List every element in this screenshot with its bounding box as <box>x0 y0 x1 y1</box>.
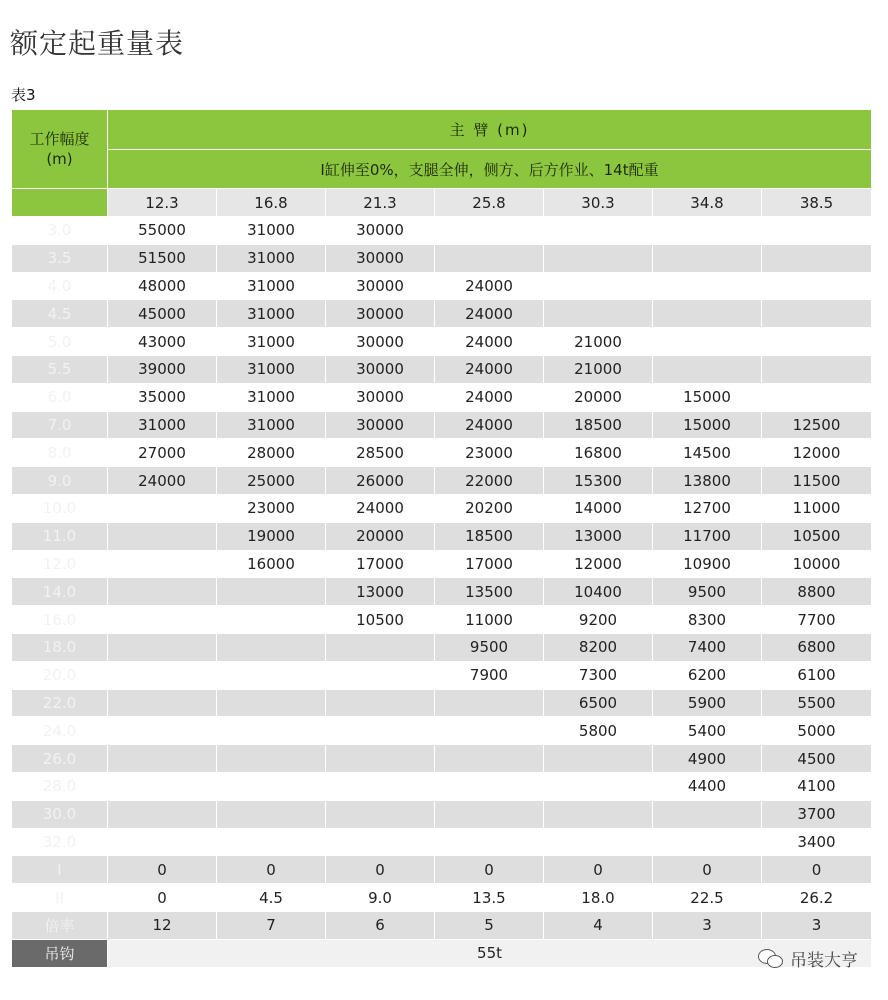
load-cell: 12 <box>108 911 217 939</box>
boom-length-header: 38.5 <box>762 189 872 217</box>
load-cell: 4400 <box>653 772 762 800</box>
load-cell: 31000 <box>217 272 326 300</box>
load-cell: 14500 <box>653 439 762 467</box>
load-cell <box>108 606 217 634</box>
load-cell: 12000 <box>544 550 653 578</box>
hook-label: 吊钩 <box>12 939 108 967</box>
boom-subtitle: I缸伸至0%，支腿全伸，侧方、后方作业、14t配重 <box>108 150 872 189</box>
load-cell <box>653 300 762 328</box>
table-row <box>12 745 872 773</box>
load-cell: 39000 <box>108 355 217 383</box>
load-cell: 4500 <box>762 745 872 773</box>
load-cell: 10900 <box>653 550 762 578</box>
load-cell <box>108 745 217 773</box>
load-cell: 31000 <box>217 355 326 383</box>
load-cell: 3 <box>653 911 762 939</box>
table-row <box>12 661 872 689</box>
load-cell: 11000 <box>762 494 872 522</box>
load-cell: 22000 <box>435 467 544 495</box>
load-cell: 9500 <box>653 578 762 606</box>
load-cell: 30000 <box>326 355 435 383</box>
load-cell <box>326 689 435 717</box>
load-cell <box>108 717 217 745</box>
load-cell: 20000 <box>544 383 653 411</box>
load-cell <box>435 772 544 800</box>
load-cell: 0 <box>435 856 544 884</box>
load-cell: 6800 <box>762 633 872 661</box>
load-cell: 28000 <box>217 439 326 467</box>
load-cell: 30000 <box>326 244 435 272</box>
load-cell: 48000 <box>108 272 217 300</box>
page-title: 额定起重量表 <box>10 27 185 60</box>
load-cell <box>108 661 217 689</box>
load-cell: 0 <box>544 856 653 884</box>
radius-cell: 倍率 <box>12 911 108 939</box>
load-cell: 3400 <box>762 828 872 856</box>
load-cell: 16000 <box>217 550 326 578</box>
load-cell: 30000 <box>326 300 435 328</box>
load-cell <box>762 300 872 328</box>
radius-cell: 7.0 <box>12 411 108 439</box>
radius-cell: I <box>12 856 108 884</box>
load-cell: 12000 <box>762 439 872 467</box>
load-cell <box>762 383 872 411</box>
radius-cell: 22.0 <box>12 689 108 717</box>
table-row <box>12 800 872 828</box>
load-cell <box>653 328 762 356</box>
radius-cell: 5.5 <box>12 355 108 383</box>
load-cell: 24000 <box>435 272 544 300</box>
load-cell: 9500 <box>435 633 544 661</box>
load-cell: 30000 <box>326 328 435 356</box>
load-cell <box>544 772 653 800</box>
load-cell: 31000 <box>217 300 326 328</box>
load-cell: 19000 <box>217 522 326 550</box>
radius-cell: 20.0 <box>12 661 108 689</box>
load-cell <box>326 661 435 689</box>
load-cell <box>108 633 217 661</box>
load-cell <box>217 633 326 661</box>
load-cell <box>217 745 326 773</box>
radius-cell: 16.0 <box>12 606 108 634</box>
table-row <box>12 439 872 467</box>
load-cell <box>653 828 762 856</box>
load-cell <box>435 828 544 856</box>
load-cell: 4 <box>544 911 653 939</box>
load-cell <box>108 494 217 522</box>
table-row <box>12 550 872 578</box>
load-cell: 21000 <box>544 328 653 356</box>
load-cell <box>217 606 326 634</box>
radius-cell: II <box>12 884 108 912</box>
radius-cell: 3.0 <box>12 217 108 245</box>
radius-cell: 5.0 <box>12 328 108 356</box>
load-cell: 18.0 <box>544 884 653 912</box>
load-cell: 7400 <box>653 633 762 661</box>
table-row <box>12 328 872 356</box>
radius-cell: 24.0 <box>12 717 108 745</box>
load-cell <box>762 328 872 356</box>
load-cell: 31000 <box>108 411 217 439</box>
table-row <box>12 217 872 245</box>
load-cell <box>217 689 326 717</box>
load-cell: 24000 <box>326 494 435 522</box>
load-cell <box>544 300 653 328</box>
load-cell: 12700 <box>653 494 762 522</box>
radius-header <box>12 110 108 189</box>
load-cell: 0 <box>326 856 435 884</box>
load-cell <box>544 272 653 300</box>
load-cell: 8300 <box>653 606 762 634</box>
table-row <box>12 717 872 745</box>
load-cell <box>544 244 653 272</box>
boom-length-header: 30.3 <box>544 189 653 217</box>
table-row <box>12 633 872 661</box>
load-cell: 6500 <box>544 689 653 717</box>
load-cell <box>108 689 217 717</box>
load-cell: 5900 <box>653 689 762 717</box>
table-row <box>12 467 872 495</box>
load-cell: 17000 <box>435 550 544 578</box>
table-row <box>12 911 872 939</box>
load-cell <box>762 244 872 272</box>
load-cell: 30000 <box>326 217 435 245</box>
load-cell: 13000 <box>326 578 435 606</box>
load-cell: 5800 <box>544 717 653 745</box>
radius-header-line2: (m) <box>46 150 73 168</box>
table-row <box>12 522 872 550</box>
table-row <box>12 884 872 912</box>
load-cell <box>435 800 544 828</box>
load-cell: 5400 <box>653 717 762 745</box>
radius-cell: 30.0 <box>12 800 108 828</box>
load-cell: 12500 <box>762 411 872 439</box>
hook-value: 55t <box>108 939 872 967</box>
load-cell: 24000 <box>435 328 544 356</box>
load-cell: 3700 <box>762 800 872 828</box>
load-cell <box>762 272 872 300</box>
load-cell: 9.0 <box>326 884 435 912</box>
table-row <box>12 689 872 717</box>
load-cell: 18500 <box>435 522 544 550</box>
load-cell <box>217 800 326 828</box>
load-cell: 31000 <box>217 383 326 411</box>
boom-length-header: 16.8 <box>217 189 326 217</box>
load-cell: 15300 <box>544 467 653 495</box>
radius-cell: 11.0 <box>12 522 108 550</box>
watermark <box>758 946 858 971</box>
load-cell <box>544 828 653 856</box>
boom-length-header: 21.3 <box>326 189 435 217</box>
load-cell: 5000 <box>762 717 872 745</box>
table-row <box>12 856 872 884</box>
load-cell: 28500 <box>326 439 435 467</box>
load-cell: 0 <box>108 856 217 884</box>
load-cell <box>326 772 435 800</box>
load-cell: 24000 <box>435 355 544 383</box>
load-cell: 3 <box>762 911 872 939</box>
load-cell <box>653 800 762 828</box>
table-row <box>12 244 872 272</box>
load-cell: 23000 <box>217 494 326 522</box>
load-cell: 7900 <box>435 661 544 689</box>
load-cell: 20000 <box>326 522 435 550</box>
load-cell: 15000 <box>653 383 762 411</box>
load-cell: 43000 <box>108 328 217 356</box>
load-cell <box>435 717 544 745</box>
load-cell: 8200 <box>544 633 653 661</box>
load-cell <box>326 828 435 856</box>
load-cell <box>108 772 217 800</box>
table-row <box>12 772 872 800</box>
load-cell: 4100 <box>762 772 872 800</box>
load-cell <box>762 355 872 383</box>
load-cell: 45000 <box>108 300 217 328</box>
load-cell: 7 <box>217 911 326 939</box>
radius-cell: 9.0 <box>12 467 108 495</box>
load-cell: 25000 <box>217 467 326 495</box>
load-cell: 15000 <box>653 411 762 439</box>
load-cell <box>653 217 762 245</box>
load-cell: 0 <box>762 856 872 884</box>
radius-cell: 32.0 <box>12 828 108 856</box>
table-row <box>12 383 872 411</box>
load-cell: 10500 <box>762 522 872 550</box>
load-cell <box>544 745 653 773</box>
radius-cell: 14.0 <box>12 578 108 606</box>
load-cell <box>544 800 653 828</box>
radius-cell: 3.5 <box>12 244 108 272</box>
radius-header-line1: 工作幅度 <box>29 130 90 148</box>
load-cell <box>435 745 544 773</box>
radius-cell: 12.0 <box>12 550 108 578</box>
load-cell <box>653 272 762 300</box>
load-cell: 6 <box>326 911 435 939</box>
load-cell: 24000 <box>435 383 544 411</box>
load-cell: 0 <box>217 856 326 884</box>
load-cell: 7300 <box>544 661 653 689</box>
load-cell: 30000 <box>326 383 435 411</box>
wechat-icon <box>758 949 784 969</box>
table-row <box>12 272 872 300</box>
load-cell: 0 <box>653 856 762 884</box>
load-cell: 16800 <box>544 439 653 467</box>
radius-cell: 4.5 <box>12 300 108 328</box>
boom-length-header: 34.8 <box>653 189 762 217</box>
boom-title: 主 臂 (m) <box>108 110 872 150</box>
load-cell: 30000 <box>326 272 435 300</box>
boom-length-header: 25.8 <box>435 189 544 217</box>
load-cell: 4900 <box>653 745 762 773</box>
load-cell: 7700 <box>762 606 872 634</box>
boom-length-header: 12.3 <box>108 189 217 217</box>
radius-cell: 28.0 <box>12 772 108 800</box>
load-cell <box>544 217 653 245</box>
load-cell <box>435 217 544 245</box>
radius-cell: 8.0 <box>12 439 108 467</box>
load-cell: 31000 <box>217 244 326 272</box>
load-cell <box>217 661 326 689</box>
load-cell: 26.2 <box>762 884 872 912</box>
load-cell: 20200 <box>435 494 544 522</box>
load-cell <box>217 717 326 745</box>
table-label: 表3 <box>11 86 36 104</box>
load-cell: 24000 <box>108 467 217 495</box>
load-cell <box>435 689 544 717</box>
load-cell <box>653 244 762 272</box>
load-cell <box>435 244 544 272</box>
table-row <box>12 494 872 522</box>
load-cell: 13000 <box>544 522 653 550</box>
load-cell: 14000 <box>544 494 653 522</box>
table-row <box>12 300 872 328</box>
corner-spacer <box>12 189 108 217</box>
watermark-text: 吊装大亨 <box>790 951 858 971</box>
load-cell: 6200 <box>653 661 762 689</box>
load-cell: 31000 <box>217 217 326 245</box>
load-cell: 18500 <box>544 411 653 439</box>
radius-cell: 4.0 <box>12 272 108 300</box>
load-cell <box>108 550 217 578</box>
load-cell: 10500 <box>326 606 435 634</box>
load-cell <box>326 633 435 661</box>
radius-cell: 6.0 <box>12 383 108 411</box>
load-cell: 5500 <box>762 689 872 717</box>
load-cell <box>108 522 217 550</box>
load-cell: 21000 <box>544 355 653 383</box>
radius-cell: 26.0 <box>12 745 108 773</box>
table-row <box>12 828 872 856</box>
table-row <box>12 578 872 606</box>
load-cell: 55000 <box>108 217 217 245</box>
load-cell: 13.5 <box>435 884 544 912</box>
load-cell <box>762 217 872 245</box>
load-cell <box>653 355 762 383</box>
table-row <box>12 411 872 439</box>
load-cell <box>108 828 217 856</box>
load-cell: 5 <box>435 911 544 939</box>
load-cell: 0 <box>108 884 217 912</box>
rated-load-table <box>11 109 872 968</box>
load-cell: 8800 <box>762 578 872 606</box>
load-cell: 11700 <box>653 522 762 550</box>
load-cell <box>108 578 217 606</box>
load-cell <box>326 745 435 773</box>
load-cell <box>108 800 217 828</box>
load-cell: 17000 <box>326 550 435 578</box>
load-cell: 11000 <box>435 606 544 634</box>
load-cell <box>326 717 435 745</box>
load-cell: 31000 <box>217 328 326 356</box>
table-row <box>12 606 872 634</box>
radius-cell: 10.0 <box>12 494 108 522</box>
load-cell <box>217 828 326 856</box>
load-cell <box>217 578 326 606</box>
load-cell: 30000 <box>326 411 435 439</box>
load-cell: 10400 <box>544 578 653 606</box>
table-row <box>12 355 872 383</box>
radius-cell: 18.0 <box>12 633 108 661</box>
load-cell: 6100 <box>762 661 872 689</box>
load-cell: 26000 <box>326 467 435 495</box>
load-cell: 35000 <box>108 383 217 411</box>
load-cell: 24000 <box>435 300 544 328</box>
load-cell: 22.5 <box>653 884 762 912</box>
load-cell: 23000 <box>435 439 544 467</box>
load-cell: 13800 <box>653 467 762 495</box>
load-cell: 10000 <box>762 550 872 578</box>
load-cell: 11500 <box>762 467 872 495</box>
load-cell <box>217 772 326 800</box>
load-cell: 24000 <box>435 411 544 439</box>
load-cell: 31000 <box>217 411 326 439</box>
load-cell <box>326 800 435 828</box>
load-cell: 13500 <box>435 578 544 606</box>
load-cell: 27000 <box>108 439 217 467</box>
load-cell: 4.5 <box>217 884 326 912</box>
load-cell: 9200 <box>544 606 653 634</box>
load-cell: 51500 <box>108 244 217 272</box>
